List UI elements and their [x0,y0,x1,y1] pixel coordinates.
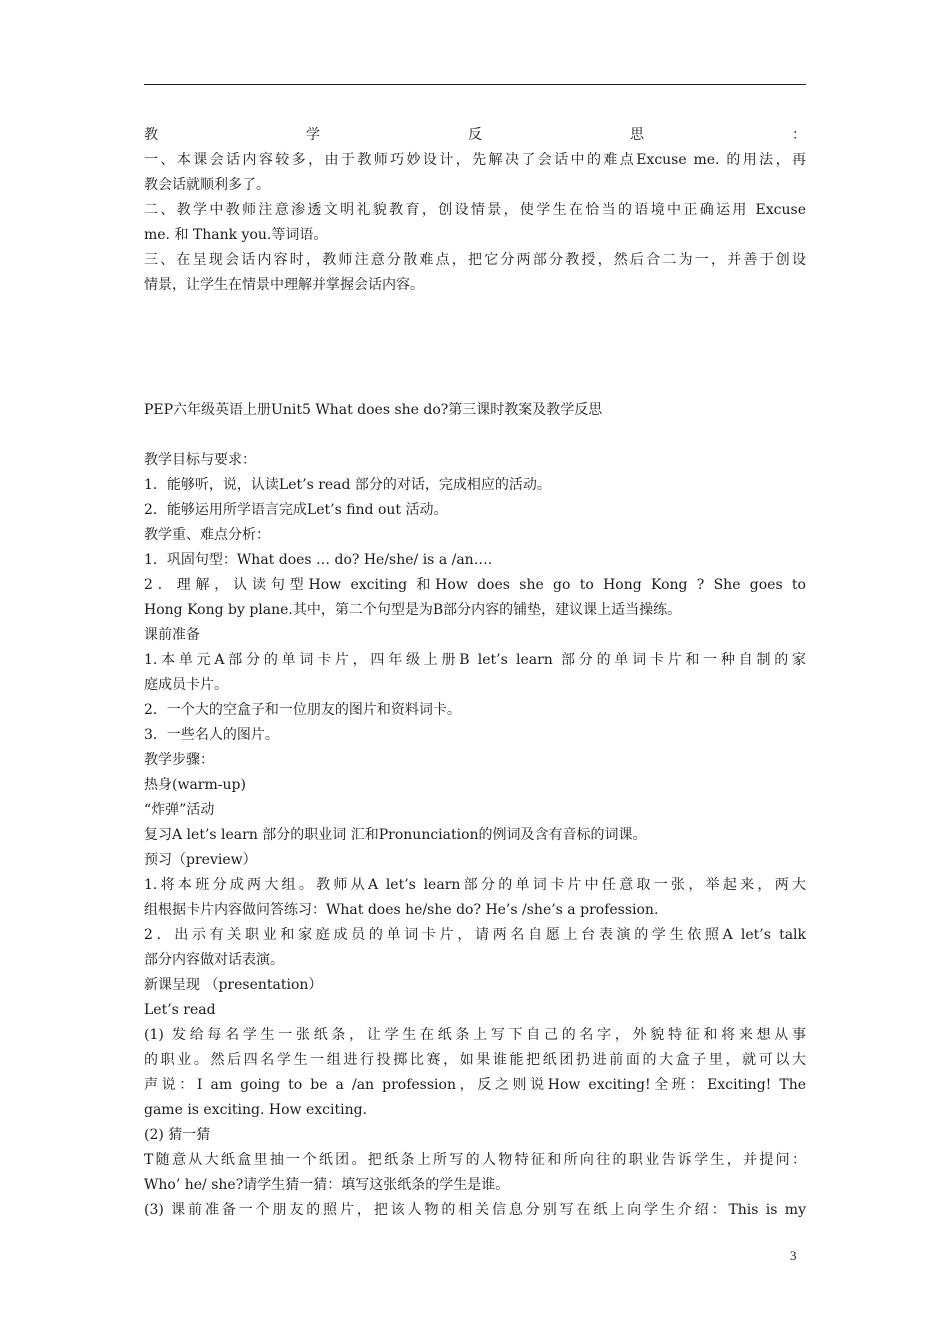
text-line: Hong Kong by plane.其中，第二个句型是为B部分内容的铺垫，建议课上适当操练。 [144,602,682,618]
section-heading: 教学重、难点分析： [144,527,270,543]
text-line: 教会话就顺利多了。 [144,177,270,193]
text-line: 1．能够听，说，认读Let’s read 部分的对话，完成相应的活动。 [144,477,551,493]
text-line: “炸弹”活动 [144,802,215,818]
text-line: 3．一些名人的图片。 [144,727,279,743]
text-line: (3) 课前准备一个朋友的照片，把该人物的相关信息分别写在纸上向学生介绍：This is my [144,1202,806,1218]
text-line: 庭成员卡片。 [144,677,228,693]
text-line: 2．出示有关职业和家庭成员的单词卡片，请两名自愿上台表演的学生依照A let’s talk [144,927,806,943]
text-line: 二、教学中教师注意渗透文明礼貌教育，创设情景，使学生在恰当的语境中正确运用 Excuse [144,202,806,218]
text-line: 教学反思： [144,127,806,143]
text-line: 热身(warm-up) [144,777,246,793]
text-line: 1．巩固句型：What does … do? He/she/ is a /an…. [144,552,493,568]
text-line: 预习（preview） [144,852,257,868]
page-number: 3 [790,1248,797,1263]
text-line: (2) 猜一猜 [144,1127,211,1143]
section-heading: 教学步骤： [144,752,214,768]
text-line: 2．一个大的空盒子和一位朋友的图片和资料词卡。 [144,702,461,718]
document-title: PEP六年级英语上册Unit5 What does she do?第三课时教案及教学反思 [144,402,603,418]
text-line: 部分内容做对话表演。 [144,952,284,968]
text-line: 情景，让学生在情景中理解并掌握会话内容。 [144,277,424,293]
text-line: 1.将本班分成两大组。教师从A let’s learn部分的单词卡片中任意取一张，举起来，两大 [144,877,806,893]
text-line: Let’s read [144,1002,216,1018]
text-line: 声说：I am going to be a /an profession，反之则说How exciting!全班：Exciting! The [144,1077,806,1093]
text-line: 新课呈现 （presentation） [144,977,323,993]
text-line: 1.本单元A部分的单词卡片，四年级上册B let’s learn 部分的单词卡片和一种自制的家 [144,652,806,668]
text-line: game is exciting. How exciting. [144,1102,368,1118]
section-heading: 教学目标与要求： [144,452,256,468]
text-line: 2．能够运用所学语言完成Let’s find out 活动。 [144,502,448,518]
text-line: (1) 发给每名学生一张纸条，让学生在纸条上写下自己的名字，外貌特征和将来想从事 [144,1027,806,1043]
text-line: 复习A let’s learn 部分的职业词 汇和Pronunciation的例词及含有音标的词课。 [144,827,647,843]
text-line: me. 和 Thank you.等词语。 [144,227,328,243]
text-line: 三、在呈现会话内容时，教师注意分散难点，把它分两部分教授，然后合二为一，并善于创设 [144,252,806,268]
text-line: T随意从大纸盒里抽一个纸团。把纸条上所写的人物特征和所向往的职业告诉学生，并提问： [144,1152,806,1168]
section-heading: 课前准备 [144,627,200,643]
text-line: Who’ he/ she?请学生猜一猜：填写这张纸条的学生是谁。 [144,1177,510,1193]
text-line: 的职业。然后四名学生一组进行投掷比赛，如果谁能把纸团扔进前面的大盒子里，就可以大 [144,1052,806,1068]
text-line: 组根据卡片内容做问答练习：What does he/she do? He’s /she’s a profession. [144,902,659,918]
text-line: 2．理解，认读句型How exciting 和How does she go to Hong Kong ? She goes to [144,577,806,593]
header-rule [144,84,806,85]
text-line: 一、本课会话内容较多，由于教师巧妙设计，先解决了会话中的难点Excuse me. 的用法，再 [144,152,806,168]
